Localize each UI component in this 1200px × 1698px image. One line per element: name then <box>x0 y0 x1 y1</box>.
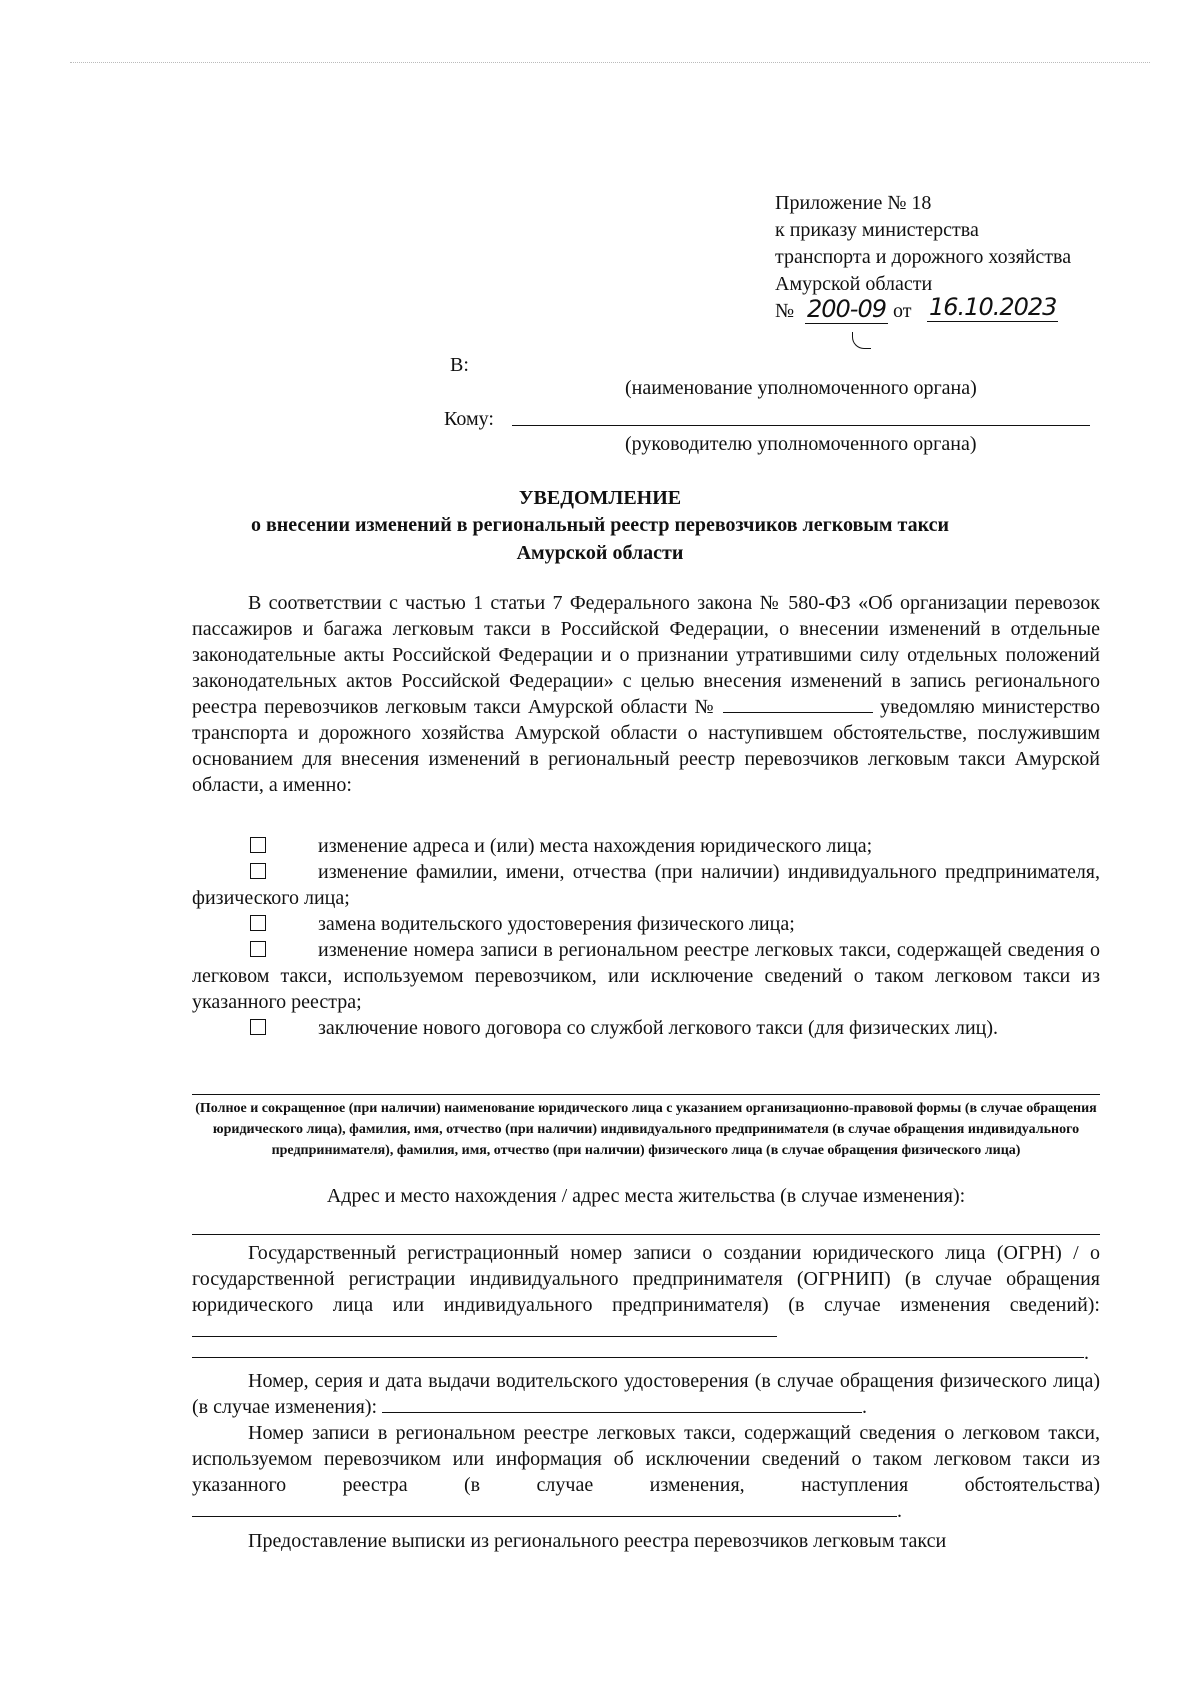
period: . <box>862 1396 868 1418</box>
checkbox[interactable] <box>250 941 266 957</box>
option-item <box>192 859 1100 911</box>
option-label: изменение номера записи в региональном реестре легковых такси, содержащей сведения о легковом такси, используемом перевозчиком, или исключение сведений о таком легковом такси из указанного реестра; <box>192 939 1100 1013</box>
checkbox[interactable] <box>250 837 266 853</box>
ogrn-field[interactable] <box>192 1318 777 1337</box>
order-date-label: от <box>893 300 912 322</box>
komu-caption: (руководителю уполномоченного органа) <box>625 433 977 455</box>
komu-field[interactable] <box>512 425 1090 426</box>
license-text: Номер, серия и дата выдачи водительского удостоверения (в случае обращения физического лица) (в случае изменения): <box>192 1370 1100 1418</box>
handwritten-order-number: 200-09 <box>807 295 887 323</box>
extract-text: Предоставление выписки из регионального реестра перевозчиков легковым такси <box>248 1530 947 1552</box>
document-title: УВЕДОМЛЕНИЕ <box>518 487 682 509</box>
registry-number-field[interactable] <box>723 694 873 713</box>
order-number-line <box>775 293 1175 328</box>
ogrn-paragraph <box>192 1240 1100 1344</box>
period: . <box>1084 1342 1089 1364</box>
applicant-name-field[interactable] <box>192 1094 1100 1095</box>
option-item <box>192 1015 1100 1041</box>
intro-paragraph <box>192 590 1100 798</box>
options-list <box>192 833 1100 1041</box>
registry-text: Номер записи в региональном реестре легковых такси, содержащий сведения о легковом такси, используемом перевозчиком или информация об исключении сведений о таком легковом такси из указанного реестра (в случае изменения, наступления обстоятельства) <box>192 1422 1100 1496</box>
address-label: Адрес и место нахождения / адрес места жительства (в случае изменения): <box>326 1185 966 1207</box>
option-label: изменение фамилии, имени, отчества (при наличии) индивидуального предпринимателя, физического лица; <box>192 861 1100 909</box>
extract-paragraph <box>192 1528 1100 1554</box>
checkbox[interactable] <box>250 863 266 879</box>
appendix-line: Амурской области <box>775 273 933 295</box>
applicant-name-caption: (Полное и сокращенное (при наличии) наименование юридического лица с указанием организационно-правовой формы (в случае обращения юридического лица), фамилия, имя, отчество (при наличии) индивидуального предпринимателя (в случае обращения индивидуального предпринимателя), фамилия, имя, отчество (при наличии) физического лица (в случае обращения физического лица) <box>195 1101 1097 1158</box>
appendix-line: к приказу министерства <box>775 219 979 241</box>
address-field[interactable] <box>192 1234 1100 1235</box>
v-label: В: <box>450 354 469 376</box>
appendix-line: транспорта и дорожного хозяйства <box>775 246 1072 268</box>
checkbox[interactable] <box>250 915 266 931</box>
ogrn-text: Государственный регистрационный номер записи о создании юридического лица (ОГРН) / о государственной регистрации индивидуального предпринимателя (ОГРНИП) (в случае обращения юридического лица или индивидуального предпринимателя) (в случае изменения сведений): <box>192 1242 1100 1316</box>
license-field[interactable] <box>382 1394 862 1413</box>
checkbox[interactable] <box>250 1019 266 1035</box>
scan-edge-line <box>70 62 1150 63</box>
option-item <box>192 833 1100 859</box>
v-caption: (наименование уполномоченного органа) <box>625 377 977 399</box>
option-item <box>192 911 1100 937</box>
option-item <box>192 937 1100 1015</box>
option-label: изменение адреса и (или) места нахождения юридического лица; <box>318 835 873 857</box>
handwritten-mark <box>852 332 871 349</box>
option-label: заключение нового договора со службой легкового такси (для физических лиц). <box>318 1017 999 1039</box>
document-subtitle: о внесении изменений в региональный реестр перевозчиков легковым такси <box>250 514 950 536</box>
registry-record-field[interactable] <box>192 1498 897 1517</box>
license-paragraph <box>192 1368 1100 1420</box>
intro-text-part2: уведомляю министерство транспорта и дорожного хозяйства Амурской области о наступившем обстоятельстве, послужившим основанием для внесения изменений в региональный реестр перевозчиков легковым такси Амурской области, а именно: <box>192 696 1101 796</box>
registry-paragraph <box>192 1420 1100 1524</box>
period: . <box>897 1500 902 1522</box>
number-sign: № <box>775 300 795 322</box>
handwritten-order-date: 16.10.2023 <box>929 293 1057 321</box>
komu-label: Кому: <box>444 408 494 430</box>
document-subtitle-region: Амурской области <box>516 542 684 564</box>
appendix-line: Приложение № 18 <box>775 192 932 214</box>
option-label: замена водительского удостоверения физического лица; <box>318 913 795 935</box>
intro-text-part1: В соответствии с частью 1 статьи 7 Федерального закона № 580-ФЗ «Об организации перевозок пассажиров и багажа легковым такси в Российской Федерации, о внесении изменений в отдельные законодательные акты Российской Федерации и о признании утратившими силу отдельных положений законодательных актов Российской Федерации» с целью внесения изменений в запись регионального реестра перевозчиков легковым такси Амурской области № <box>192 592 1100 718</box>
appendix-block <box>775 190 1175 328</box>
ogrn-field-continued[interactable] <box>192 1357 1084 1358</box>
